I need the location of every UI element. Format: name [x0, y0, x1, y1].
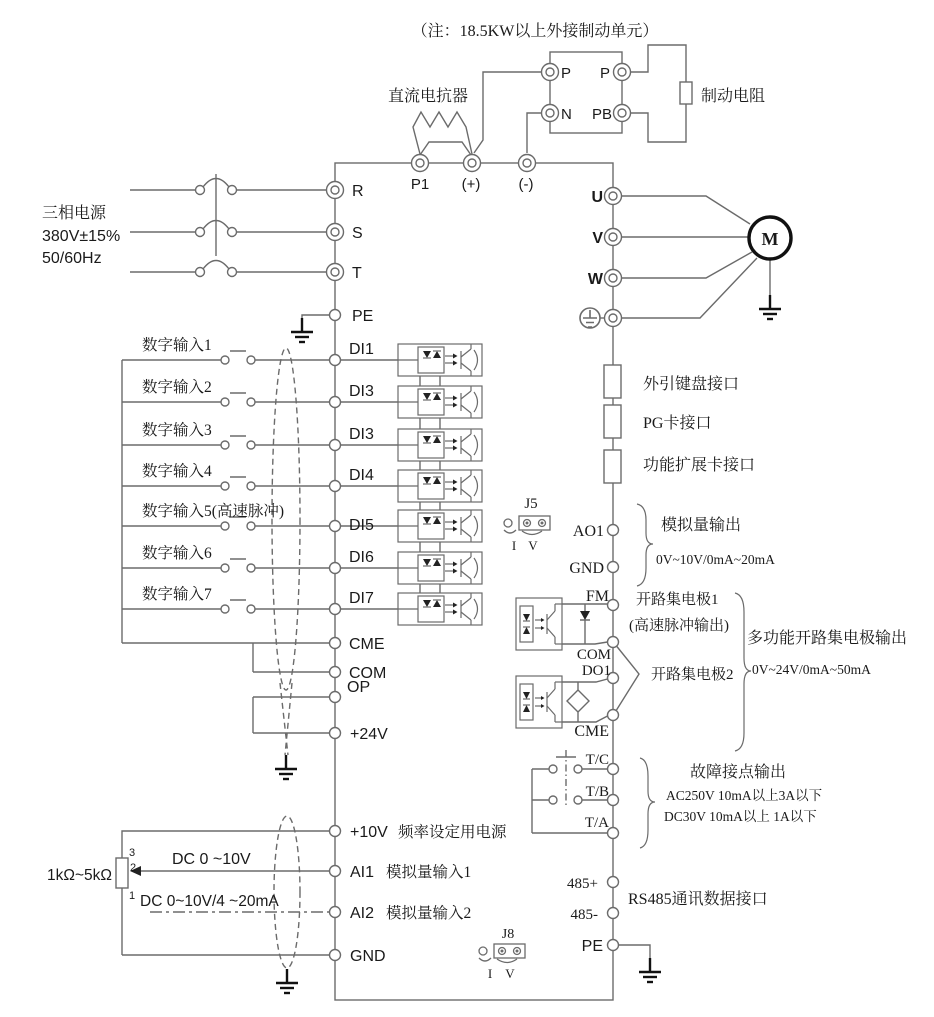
- fm-diode: [580, 611, 590, 620]
- terminal-10v-desc: 频率设定用电源: [398, 824, 507, 841]
- relay-spec2: DC30V 10mA以上 1A以下: [664, 809, 817, 824]
- breaker-arcs: [203, 174, 229, 269]
- brake-resistor-label: 制动电阻: [701, 88, 766, 105]
- di-terminal-7: DI7: [349, 590, 374, 607]
- analog-cable-shield: [274, 816, 300, 968]
- terminal-ai2-label: AI2: [350, 905, 375, 922]
- j8-jumper: [479, 944, 525, 963]
- terminal-485p-label: 485+: [567, 876, 598, 892]
- fm-optocoupler: [516, 598, 562, 650]
- pot-pin2-label: 2: [129, 862, 137, 874]
- di-optocouplers: [398, 344, 482, 625]
- oc-range: 0V~24V/0mA~50mA: [752, 662, 871, 677]
- terminal-r-label: R: [352, 183, 364, 200]
- analog-out-range: 0V~10V/0mA~20mA: [656, 552, 775, 567]
- di-name-6: 数字输入6: [142, 545, 212, 562]
- oc-title: 多功能开路集电极输出: [747, 630, 908, 647]
- minus-to-brake-wire: [527, 113, 541, 153]
- di-name-2: 数字输入2: [142, 379, 212, 396]
- keypad-interface-label: 外引键盘接口: [643, 376, 740, 393]
- rs485-title: RS485通讯数据接口: [628, 891, 768, 908]
- j8-label: J8: [501, 927, 515, 942]
- terminal-v-label: V: [592, 230, 603, 247]
- potentiometer-symbol: [116, 858, 128, 888]
- di-switch-contacts: [221, 356, 255, 613]
- terminal-10v-label: +10V: [350, 824, 388, 841]
- relay-brace: [640, 758, 655, 848]
- terminal-cme-right-label: CME: [574, 723, 609, 740]
- di-name-3: 数字输入3: [142, 422, 212, 439]
- di-name-7: 数字输入7: [142, 586, 212, 603]
- terminal-p1-label: P1: [410, 176, 430, 193]
- terminal-minus-label: (-): [518, 176, 534, 193]
- brake-p-left-label: P: [561, 65, 572, 82]
- j5-v-label: V: [528, 538, 538, 553]
- motor-label: M: [761, 229, 779, 249]
- terminal-pe-right-label: PE: [581, 938, 603, 955]
- terminal-fm-label: FM: [585, 588, 609, 605]
- oc-output-brace: [735, 593, 751, 751]
- power-supply-line2: 380V±15%: [42, 228, 121, 245]
- di-cable-shield: [272, 348, 300, 755]
- terminal-tb-label: T/B: [585, 784, 609, 800]
- brake-pb-label: PB: [591, 106, 612, 123]
- terminal-pe-label: PE: [352, 308, 374, 325]
- dc-reactor-symbol: [413, 112, 472, 154]
- di-terminal-5: DI5: [349, 517, 374, 534]
- brake-p-right-label: P: [599, 65, 610, 82]
- pot-pin1-label: 1: [128, 890, 136, 902]
- do1-optocoupler: [516, 676, 562, 728]
- j8-i-label: I: [487, 966, 493, 981]
- di-terminal-2: DI3: [349, 383, 374, 400]
- terminal-w-label: W: [587, 271, 603, 288]
- terminal-op-label: OP: [347, 679, 371, 696]
- oc2-group-lines: [617, 646, 640, 710]
- brake-resistor-symbol: [680, 82, 692, 104]
- pot-pin3-label: 3: [128, 847, 136, 859]
- analog-out-brace: [637, 504, 653, 586]
- do1-opto-wires: [562, 679, 608, 722]
- terminal-do1-label: DO1: [581, 663, 611, 679]
- relay-title: 故障接点输出: [690, 764, 787, 781]
- di-name-5: 数字输入5(高速脉冲): [142, 503, 285, 520]
- terminal-t-label: T: [352, 265, 362, 282]
- j5-jumper: [504, 516, 550, 535]
- do1-bridge-diamond: [567, 682, 589, 722]
- terminal-ao1-label: AO1: [572, 523, 604, 540]
- brake-n-left-label: N: [561, 106, 572, 123]
- terminal-gnd-right-label: GND: [569, 560, 604, 577]
- motor-wires: [622, 196, 770, 318]
- terminal-ai1-label: AI1: [350, 864, 375, 881]
- terminal-485m-label: 485-: [570, 907, 598, 923]
- di-name-1: 数字输入1: [142, 337, 212, 354]
- power-supply-line1: 三相电源: [42, 205, 107, 222]
- dc-reactor-label: 直流电抗器: [387, 88, 469, 105]
- j5-label: J5: [524, 496, 538, 512]
- fm-diode-leads: [580, 604, 590, 644]
- power-terminals: [327, 64, 631, 327]
- expansion-card-interface-label: 功能扩展卡接口: [643, 457, 756, 474]
- terminal-cme-label: CME: [349, 636, 385, 653]
- power-supply-line3: 50/60Hz: [42, 250, 102, 267]
- oc1-label: 开路集电极1: [636, 592, 719, 608]
- interface-slots: [604, 365, 621, 483]
- relay-spec1: AC250V 10mA以上3A以下: [666, 788, 823, 803]
- output-ground-terminal-icon: [580, 308, 605, 328]
- p1-plus-jumper: [420, 142, 471, 155]
- analog-out-title: 模拟量输出: [661, 517, 742, 534]
- pe-ground-wire: [302, 315, 330, 318]
- terminal-com-right-label: COM: [576, 647, 611, 663]
- terminal-ai2-desc: 模拟量输入2: [386, 905, 472, 922]
- di-terminal-6: DI6: [349, 549, 374, 566]
- brake-resistor-wires: [630, 45, 686, 142]
- oc1-sub-label: (高速脉冲输出): [629, 618, 729, 634]
- note-text: （注：18.5KW以上外接制动单元）: [411, 23, 659, 40]
- di-terminal-3: DI3: [349, 426, 374, 443]
- di-terminal-4: DI4: [349, 467, 374, 484]
- terminal-ta-label: T/A: [584, 815, 609, 831]
- terminal-gnd-left-label: GND: [350, 948, 386, 965]
- pg-card-interface-label: PG卡接口: [643, 415, 712, 432]
- terminal-com-label: COM: [349, 665, 387, 682]
- j5-i-label: I: [511, 538, 517, 553]
- terminal-u-label: U: [591, 189, 603, 206]
- terminal-plus-label: (+): [461, 176, 481, 193]
- terminal-24v-label: +24V: [350, 726, 388, 743]
- j8-v-label: V: [505, 966, 515, 981]
- pe-right-wire: [619, 945, 651, 958]
- terminal-ai1-desc: 模拟量输入1: [386, 864, 472, 881]
- di-terminal-1: DI1: [349, 341, 374, 358]
- terminal-tc-label: T/C: [585, 752, 609, 768]
- ai1-signal-label: DC 0 ~10V: [172, 851, 251, 868]
- terminal-s-label: S: [352, 225, 363, 242]
- oc2-label: 开路集电极2: [651, 667, 734, 683]
- potentiometer-label: 1kΩ~5kΩ: [47, 867, 112, 884]
- ai2-signal-label: DC 0~10V/4 ~20mA: [140, 893, 279, 910]
- di-name-4: 数字输入4: [142, 463, 212, 480]
